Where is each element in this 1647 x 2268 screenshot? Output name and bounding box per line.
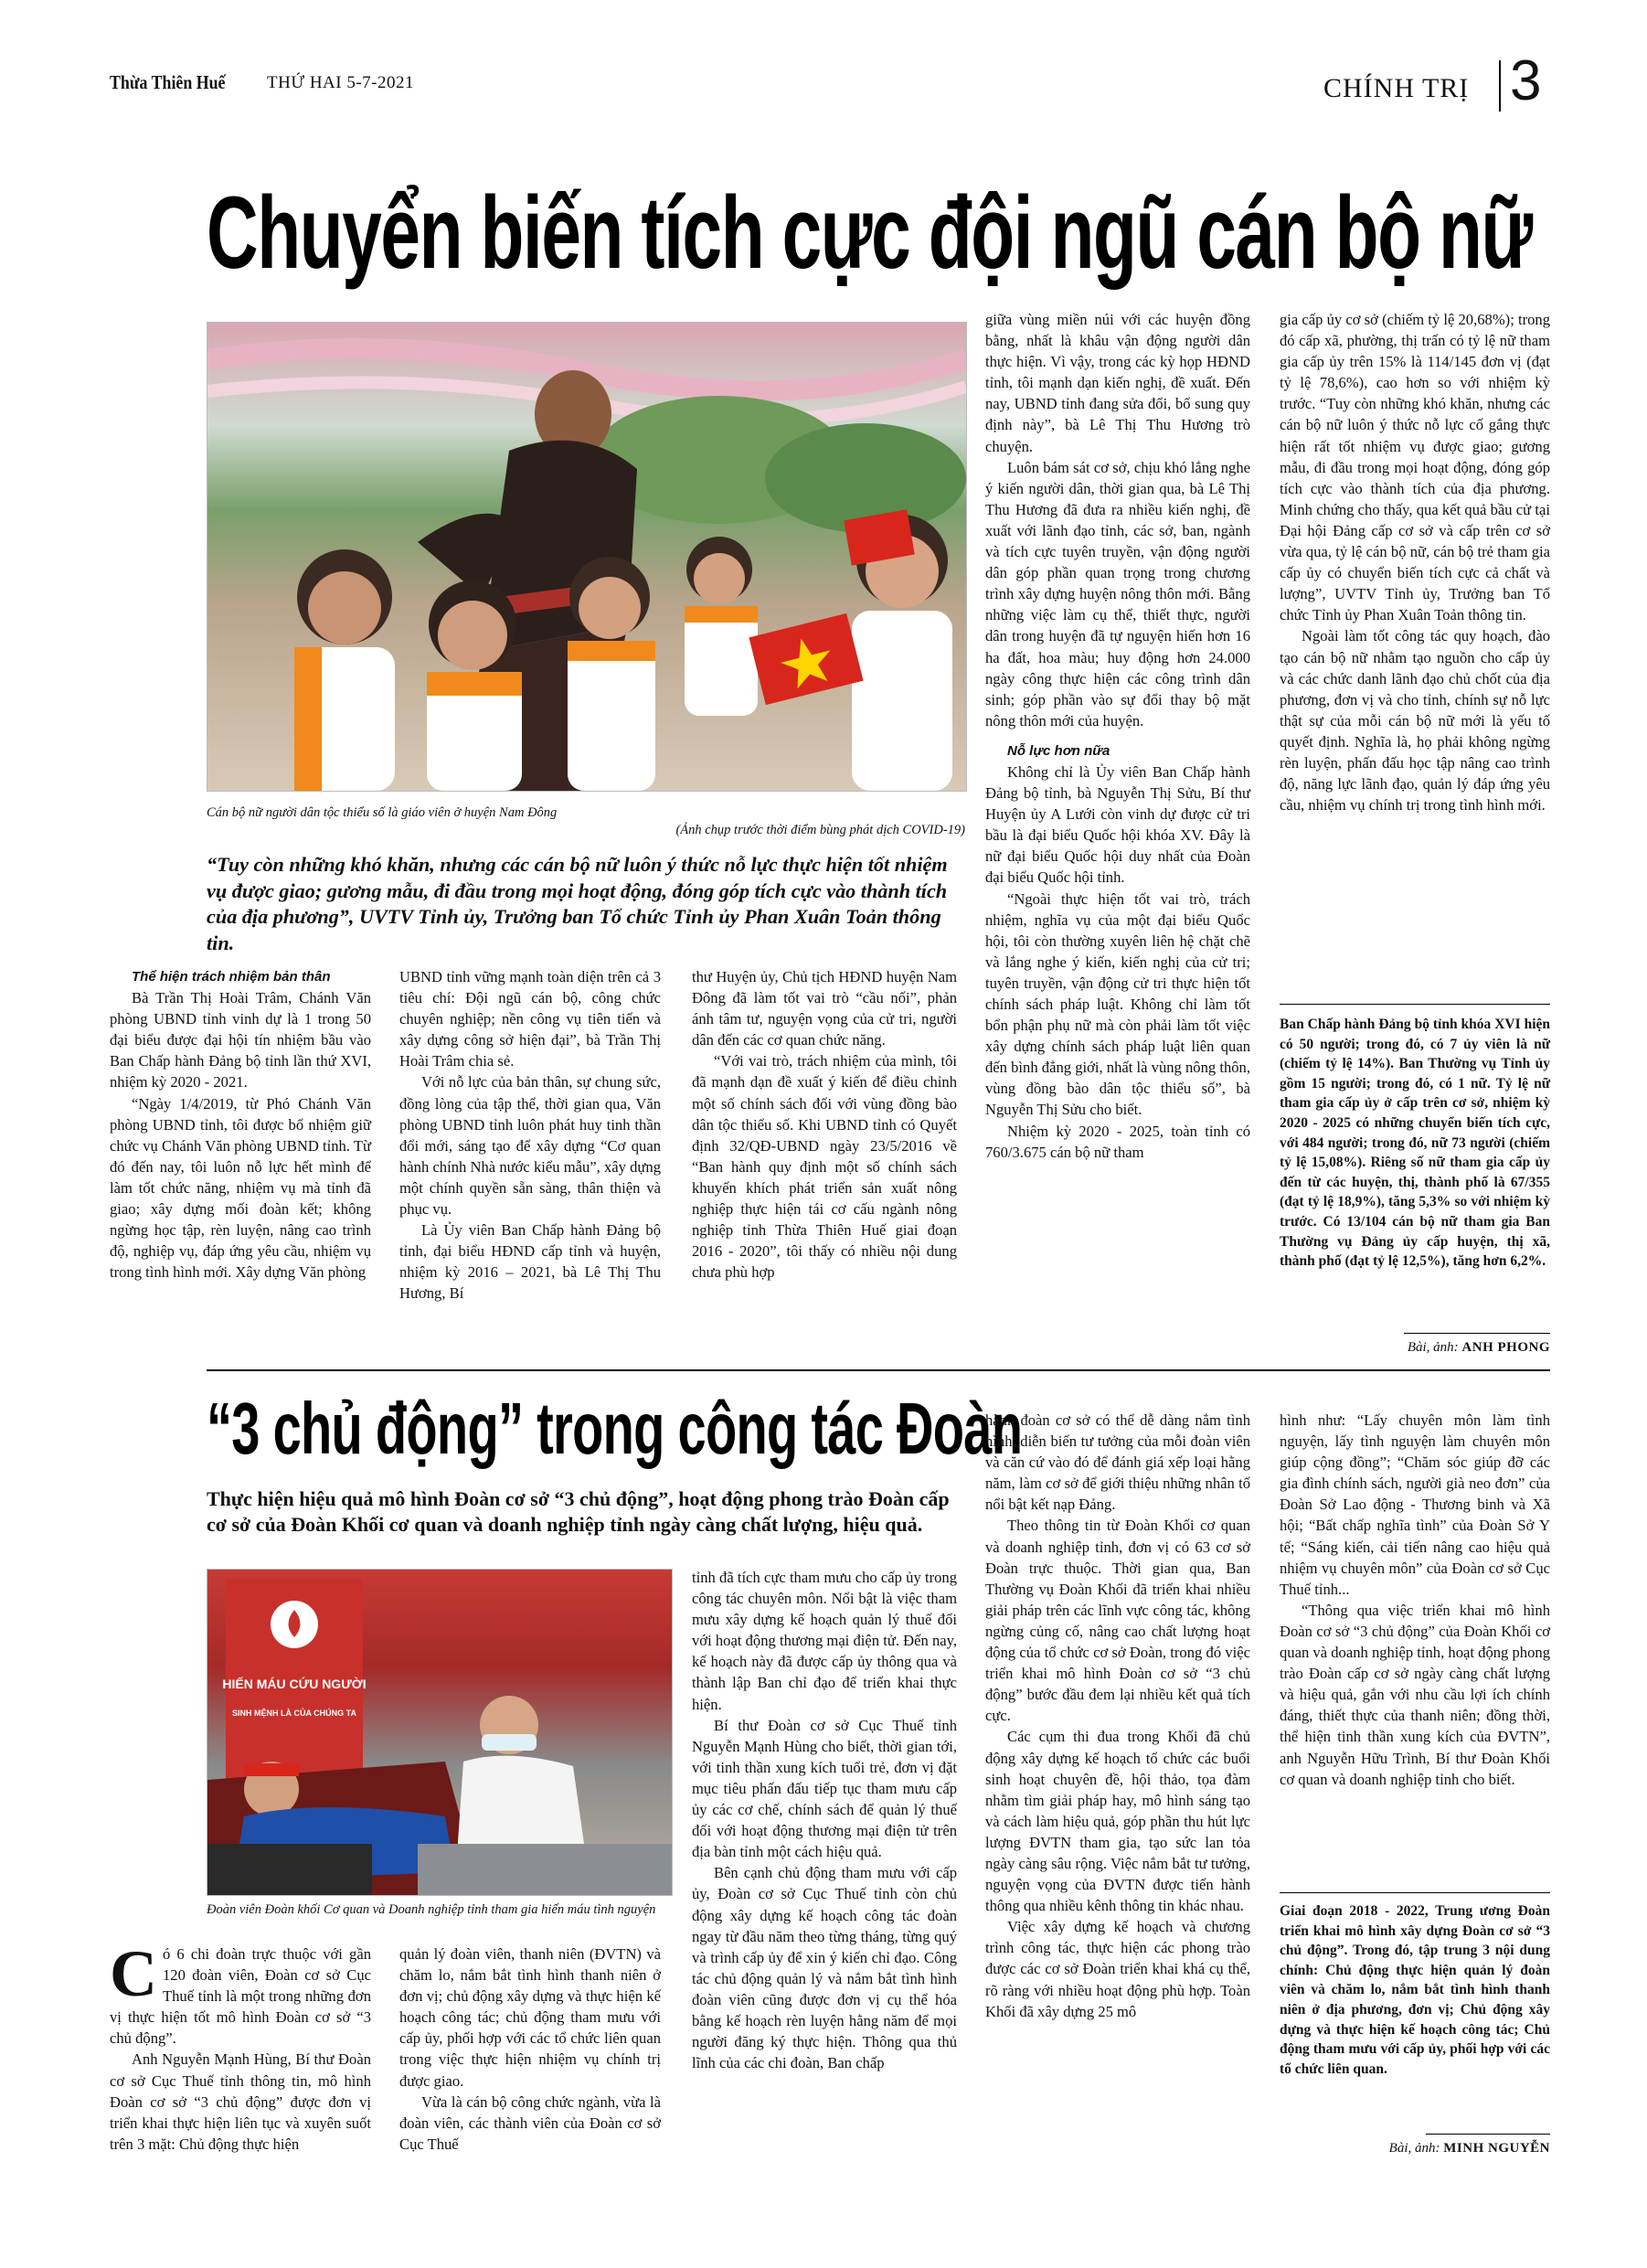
article1-headline: Chuyển biến tích cực đội ngũ cán bộ nữ xyxy=(207,176,1532,290)
paragraph xyxy=(110,1937,371,2049)
paragraph: Bí thư Đoàn cơ sở Cục Thuế tỉnh Nguyễn Mạnh Hùng cho biết, thời gian tới, với tinh thần xung kích tuổi trẻ, đơn vị đặt mục tiêu phấn đấu tiếp tục tham mưu cấp ủy các cơ chế, chính sách để quản lý thuế đối với hoạt động thương mại điện tử trên địa bàn tỉnh một cách hiệu quả. xyxy=(692,1716,957,1861)
article1-box-bottom-rule xyxy=(1404,1333,1550,1334)
paragraph: Không chỉ là Ủy viên Ban Chấp hành Đảng bộ tỉnh, bà Nguyễn Thị Sửu, Bí thư Huyện ủy A Lưới còn vinh dự được cử tri bầu là đại biểu Quốc hội khóa XV. Đây là nữ đại biểu Quốc hội duy nhất của Đoàn đại biểu Quốc hội tỉnh. xyxy=(985,762,1250,887)
paragraph: Vừa là cán bộ công chức ngành, vừa là đoàn viên, các thành viên của Đoàn cơ sở Cục Thuế xyxy=(399,2092,661,2153)
paragraph: hình như: “Lấy chuyên môn làm tình nguyện, lấy tình nguyện làm chuyên môn giúp cộng đồng”; “Chăm sóc giúp đỡ các gia đình chính sách, người già neo đơn” của Đoàn Sở Lao động - Thương binh và Xã hội; “Bất chấp nghĩa tình” của Đoàn Sở Y tế; “Sáng kiến, cải tiến nâng cao hiệu quả nhiệm vụ chuyên môn” của Đoàn cơ sở Cục Thuế tỉnh... xyxy=(1280,1411,1550,1598)
photo-banner-1: HIẾN MÁU CỨU NGƯỜI xyxy=(222,1677,367,1691)
paragraph: Anh Nguyễn Mạnh Hùng, Bí thư Đoàn cơ sở Cục Thuế tỉnh thông tin, mô hình Đoàn cơ sở “3 chủ động” được đơn vị triển khai thực hiện liên tục và xuyên suốt trên 3 mặt: Chủ động thực hiện xyxy=(110,2050,371,2153)
paragraph: tỉnh đã tích cực tham mưu cho cấp ủy trong công tác chuyên môn. Nổi bật là việc tham mưu xây dựng kế hoạch quản lý thuế đối với hoạt động thương mại điện tử. Đến nay, kế hoạch này đã được cấp ủy thông qua và thành lập Ban chỉ đạo để triển khai thực hiện. xyxy=(692,1569,957,1713)
article1-column-4 xyxy=(985,309,1250,1163)
issue-date: THỨ HAI 5-7-2021 xyxy=(267,73,414,92)
article-separator xyxy=(207,1369,1550,1371)
paragraph: Là Ủy viên Ban Chấp hành Đảng bộ tỉnh, đại biểu HĐND cấp tỉnh và huyện, nhiệm kỳ 2016 – 2021, bà Lê Thị Thu Hương, Bí xyxy=(399,1221,661,1303)
paragraph-text: ó 6 chi đoàn trực thuộc với gần 120 đoàn viên, Đoàn cơ sở Cục Thuế tỉnh là một trong những đơn vị thực hiện tốt mô hình Đoàn cơ sở “3 chủ động”. xyxy=(110,1945,371,2048)
byline-label: Bài, ảnh: xyxy=(1388,2141,1440,2156)
article1-column-1 xyxy=(110,966,371,1283)
article2-byline xyxy=(1280,2141,1550,2156)
article1-subhead-1: Thể hiện trách nhiệm bản thân xyxy=(132,969,331,985)
paragraph: Theo thông tin từ Đoàn Khối cơ quan và doanh nghiệp tỉnh, đơn vị có 63 cơ sở Đoàn trực thuộc. Thời gian qua, Ban Thường vụ Đoàn Khối đã triển khai nhiều giải pháp trên các lĩnh vực công tác, không ngừng củng cố, nâng cao chất lượng hoạt động của tổ chức cơ sở Đoàn, trong đó việc triển khai mô hình Đoàn cơ sở “3 chủ động” bước đầu đem lại nhiều kết quả tích cực. xyxy=(985,1517,1250,1725)
paragraph: “Ngoài thực hiện tốt vai trò, trách nhiệm, nghĩa vụ của một đại biểu Quốc hội, tôi còn thường xuyên liên hệ chặt chẽ và lắng nghe ý kiến, kiến nghị của cử tri; tuyên truyền, vận động cử tri thực hiện tốt chính sách pháp luật. Không chỉ làm tốt bổn phận phụ nữ mà còn phải làm tốt việc xây dựng chính sách pháp luật liên quan đến bình đẳng giới, nhất là vùng nông thôn, vùng đồng bào dân tộc thiểu số”, bà Nguyễn Thị Sửu cho biết. xyxy=(985,889,1250,1119)
paragraph: gia cấp ủy cơ sở (chiếm tỷ lệ 20,68%); trong đó cấp xã, phường, thị trấn có tỷ lệ nữ tham gia cấp ủy trên 15% là 114/145 đơn vị (đạt tỷ lệ 78,6%), cao hơn so với nhiệm kỳ trước. “Tuy còn những khó khăn, nhưng các cán bộ nữ luôn ý thức nỗ lực cố gắng thực hiện rất tốt nhiệm vụ được giao; gương mẫu, đi đầu trong mọi hoạt động, đóng góp tích cực vào thành tích của địa phương. Minh chứng cho thấy, qua kết quả bầu cử tại Đại hội Đảng cấp cơ sở và cấp trên cơ sở vừa qua, tỷ lệ cán bộ nữ, cán bộ trẻ tham gia cấp ủy có chuyển biến tích cực cả chất và lượng”, UVTV Tỉnh ủy, Trưởng ban Tổ chức Tỉnh ủy Phan Xuân Toản thông tin. xyxy=(1280,311,1550,624)
paragraph: “Thông qua việc triển khai mô hình Đoàn cơ sở “3 chủ động” của Đoàn Khối cơ quan và doanh nghiệp tỉnh, hoạt động phong trào Đoàn cấp cơ sở ngày càng chất lượng và hiệu quả, gắn với nhu cầu lợi ích chính đáng, thiết thực của thanh niên; đồng thời, thể hiện tinh thần xung kích của ĐVTN”, anh Nguyễn Hữu Trình, Bí thư Đoàn Khối cơ quan và doanh nghiệp tỉnh cho biết. xyxy=(1280,1601,1550,1788)
dropcap: C xyxy=(110,1937,157,2010)
article1-column-3 xyxy=(692,966,957,1283)
paragraph: Bà Trần Thị Hoài Trâm, Chánh Văn phòng UBND tỉnh vinh dự là 1 trong 50 đại biểu được đại hội tín nhiệm bầu vào Ban Chấp hành Đảng bộ tỉnh lần thứ XVI, nhiệm kỳ 2020 - 2021. xyxy=(110,989,371,1091)
article2-column-2 xyxy=(399,1943,661,2155)
article1-photo xyxy=(207,322,967,792)
classroom-illustration xyxy=(207,323,966,791)
article1-subhead-2: Nỗ lực hơn nữa xyxy=(1007,742,1110,759)
article2-box-bottom-rule xyxy=(1426,2134,1550,2135)
paragraph: thư Huyện ủy, Chủ tịch HĐND huyện Nam Đông đã làm tốt vai trò “cầu nối”, phản ánh tâm tư, nguyện vọng của cử tri, người dân đến các cơ quan chức năng. xyxy=(692,968,957,1049)
paper-name: Thừa Thiên Huế xyxy=(110,71,226,93)
paragraph: Các cụm thi đua trong Khối đã chủ động xây dựng kế hoạch tổ chức các buổi sinh hoạt chuyên đề, hội thảo, tọa đàm nhằm tìm giải pháp hay, mô hình sáng tạo và cách làm hiệu quả, góp phần thu hút lực lượng ĐVTN tham gia, tạo sức lan tỏa ngày càng sâu rộng. Việc nắm bắt tư tưởng, nguyện vọng của ĐVTN được tiến hành thông qua nhiều kênh thông tin khác nhau. xyxy=(985,1728,1250,1915)
article1-box-top-rule xyxy=(1280,1004,1550,1005)
paragraph: Với nỗ lực của bản thân, sự chung sức, đồng lòng của tập thể, thời gian qua, Văn phòng UBND tỉnh luôn phát huy tinh thần đổi mới, sáng tạo để xây dựng “Cơ quan hành chính Nhà nước kiểu mẫu”, xây dựng một chính quyền sẵn sàng, thân thiện và phục vụ. xyxy=(399,1073,661,1219)
article1-box-note: Ban Chấp hành Đảng bộ tỉnh khóa XVI hiện có 50 người; trong đó, có 7 ủy viên là nữ (chiếm tỷ lệ 14%). Ban Thường vụ Tỉnh ủy gồm 15 người; trong đó, có 1 nữ. Tỷ lệ nữ tham gia cấp ủy ở cấp trên cơ sở, nhiệm kỳ 2020 - 2025 có những chuyển biến tích cực, với 484 người; trong đó, nữ 73 người (chiếm tỷ lệ 15,08%). Riêng số nữ tham gia cấp ủy đến từ các huyện, thị, thành phố là 67/355 (đạt tỷ lệ 18,9%), tăng 5,3% so với nhiệm kỳ trước. Có 13/104 cán bộ nữ tham gia Ban Thường vụ Đảng ủy cấp huyện, thị xã, thành phố (đạt tỷ lệ 12,5%), tăng hơn 6,2%. xyxy=(1280,1017,1550,1270)
article2-box-top-rule xyxy=(1280,1892,1550,1893)
byline-author: MINH NGUYỄN xyxy=(1443,2141,1550,2156)
photo-banner-2: SINH MỆNH LÀ CỦA CHÚNG TA xyxy=(232,1709,356,1718)
paragraph: hành đoàn cơ sở có thể dễ dàng nắm tình hình, diễn biến tư tưởng của mỗi đoàn viên và căn cứ vào đó để đánh giá xếp loại hằng năm, làm cơ sở để giới thiệu những nhân tố nổi bật kết nạp Đảng. xyxy=(985,1411,1250,1514)
paragraph: Luôn bám sát cơ sở, chịu khó lắng nghe ý kiến người dân, thời gian qua, bà Lê Thị Thu Hương đã đưa ra nhiều kiến nghị, đề xuất với lãnh đạo tỉnh, các sở, ban, ngành và tích cực tuyên truyền, vận động người dân góp phần quan trọng trong chương trình xây dựng huyện nông thôn mới. Bằng những việc làm cụ thể, thiết thực, người dân trong huyện đã tự nguyện hiến hơn 16 ha đất, hoa màu; huy động hơn 24.000 ngày công thực hiện các công trình dân sinh; góp phần vào sự đổi thay bộ mặt nông thôn mới của huyện. xyxy=(985,458,1250,729)
article2-lead: Thực hiện hiệu quả mô hình Đoàn cơ sở “3 chủ động”, hoạt động phong trào Đoàn cấp cơ sở của Đoàn Khối cơ quan và doanh nghiệp tỉnh ngày càng chất lượng, hiệu quả. xyxy=(207,1487,950,1536)
paragraph: Nhiệm kỳ 2020 - 2025, toàn tỉnh có 760/3.675 cán bộ nữ tham xyxy=(985,1122,1250,1161)
section-divider xyxy=(1499,60,1501,112)
article2-box-note: Giai đoạn 2018 - 2022, Trung ương Đoàn triển khai mô hình xây dựng Đoàn cơ sở “3 chủ động”. Trong đó, tập trung 3 nội dung chính: Chủ động thực hiện quản lý đoàn viên và chăm lo, nắm bắt tình hình thanh niên ở địa phương, đơn vị; Chủ động xây dựng và thực hiện kế hoạch công tác; Chủ động tham mưu với cấp ủy, phối hợp với các tổ chức liên quan. xyxy=(1280,1903,1550,2077)
article1-column-2 xyxy=(399,966,661,1304)
article1-photo-caption: Cán bộ nữ người dân tộc thiểu số là giáo viên ở huyện Nam Đông xyxy=(207,805,558,820)
article2-column-1 xyxy=(110,1937,371,2155)
paragraph: “Ngày 1/4/2019, từ Phó Chánh Văn phòng UBND tỉnh, tôi được bổ nhiệm giữ chức vụ Chánh Văn phòng UBND tỉnh. Từ đó đến nay, tôi luôn nỗ lực hết mình để làm tốt chức năng, nhiệm vụ mà tỉnh đã giao; xây dựng mối đoàn kết; không ngừng học tập, rèn luyện, nâng cao trình độ, nghiệp vụ, đáp ứng yêu cầu, nhiệm vụ trong tình hình mới. Xây dựng Văn phòng xyxy=(110,1094,371,1282)
paragraph: giữa vùng miền núi với các huyện đồng bằng, nhất là khâu vận động người dân thực hiện. Vì vậy, trong các kỳ họp HĐND tỉnh, tôi mạnh dạn kiến nghị, đề xuất. Đến nay, UBND tỉnh đang sửa đổi, bổ sung quy định này”, bà Lê Thị Thu Hương trò chuyện. xyxy=(985,311,1250,455)
paragraph: “Với vai trò, trách nhiệm của mình, tôi đã mạnh dạn đề xuất ý kiến để điều chỉnh một số chính sách đối với vùng đồng bào dân tộc thiểu số. Khi UBND tỉnh có Quyết định 32/QĐ-UBND ngày 23/5/2016 về “Ban hành quy định một số chính sách khuyến khích phát triển sản xuất nông nghiệp thực hiện tái cơ cấu ngành nông nghiệp tỉnh Thừa Thiên Huế giai đoạn 2016 - 2020”, tôi thấy có nhiều nội dung chưa phù hợp xyxy=(692,1052,957,1282)
article2-photo-caption: Đoàn viên Đoàn khối Cơ quan và Doanh nghiệp tỉnh tham gia hiến máu tình nguyện xyxy=(207,1902,656,1917)
article2-column-4 xyxy=(985,1410,1250,2022)
byline-author: ANH PHONG xyxy=(1461,1340,1550,1355)
article2-photo xyxy=(207,1569,673,1896)
article2-column-5 xyxy=(1280,1410,1550,1790)
article1-column-5 xyxy=(1280,309,1550,815)
paragraph: UBND tỉnh vững mạnh toàn diện trên cả 3 tiêu chí: Đội ngũ cán bộ, công chức chuyên nghiệp; nền công vụ tiên tiến và xây dựng công sở hiện đại”, bà Trần Thị Hoài Trâm chia sẻ. xyxy=(399,968,661,1070)
article1-photo-caption-note: (Ảnh chụp trước thời điểm bùng phát dịch COVID-19) xyxy=(675,823,965,837)
article1-lead: “Tuy còn những khó khăn, nhưng các cán bộ nữ luôn ý thức nỗ lực thực hiện tốt nhiệm vụ được giao; gương mẫu, đi đầu trong mọi hoạt động, đóng góp tích cực vào thành tích của địa phương”, UVTV Tỉnh ủy, Trưởng ban Tổ chức Tỉnh ủy Phan Xuân Toản thông tin. xyxy=(207,853,948,954)
article1-byline xyxy=(1280,1340,1550,1356)
blood-donation-illustration xyxy=(207,1570,672,1895)
paragraph: Bên cạnh chủ động tham mưu với cấp ủy, Đoàn cơ sở Cục Thuế tỉnh còn chủ động xây dựng kế hoạch công tác đoàn ngay từ đầu năm theo từng tháng, từng quý và trình cấp ủy để xin ý kiến chỉ đạo. Công tác chủ động quản lý và nắm bắt tình hình đoàn viên cũng được đơn vị cụ thể hóa bằng kế hoạch rèn luyện hằng năm để mọi người đăng ký thực hiện. Thông qua thủ lĩnh của các chi đoàn, Ban chấp xyxy=(692,1864,957,2072)
byline-label: Bài, ảnh: xyxy=(1407,1340,1459,1355)
paragraph: Việc xây dựng kế hoạch và chương trình công tác, thực hiện các phong trào được các cơ sở Đoàn triển khai khá cụ thể, rõ ràng với nhiều hoạt động phù hợp. Toàn Khối đã xây dựng 25 mô xyxy=(985,1918,1250,2020)
page-number: 3 xyxy=(1510,49,1542,112)
paragraph: Ngoài làm tốt công tác quy hoạch, đào tạo cán bộ nữ nhằm tạo nguồn cho cấp ủy và các chức danh lãnh đạo chủ chốt của địa phương, đơn vị và cho tỉnh, chính sự nỗ lực thật sự của mỗi cán bộ nữ mới là yếu tố quyết định. Nghĩa là, họ phải không ngừng rèn luyện, phấn đấu học tập nâng cao trình độ, năng lực lãnh đạo, quản lý đáp ứng yêu cầu, nhiệm vụ chính trị trong tình hình mới. xyxy=(1280,627,1550,815)
paragraph: quản lý đoàn viên, thanh niên (ĐVTN) và chăm lo, nắm bắt tình hình thanh niên ở đơn vị; chủ động xây dựng và thực hiện kế hoạch công tác; chủ động tham mưu với cấp ủy, phối hợp với các tổ chức liên quan trong việc thực hiện nhiệm vụ chính trị được giao. xyxy=(399,1945,661,2090)
section-name: CHÍNH TRỊ xyxy=(1323,73,1470,103)
article2-headline: “3 chủ động” trong công tác Đoàn xyxy=(207,1388,1023,1469)
article2-column-3 xyxy=(692,1567,957,2073)
